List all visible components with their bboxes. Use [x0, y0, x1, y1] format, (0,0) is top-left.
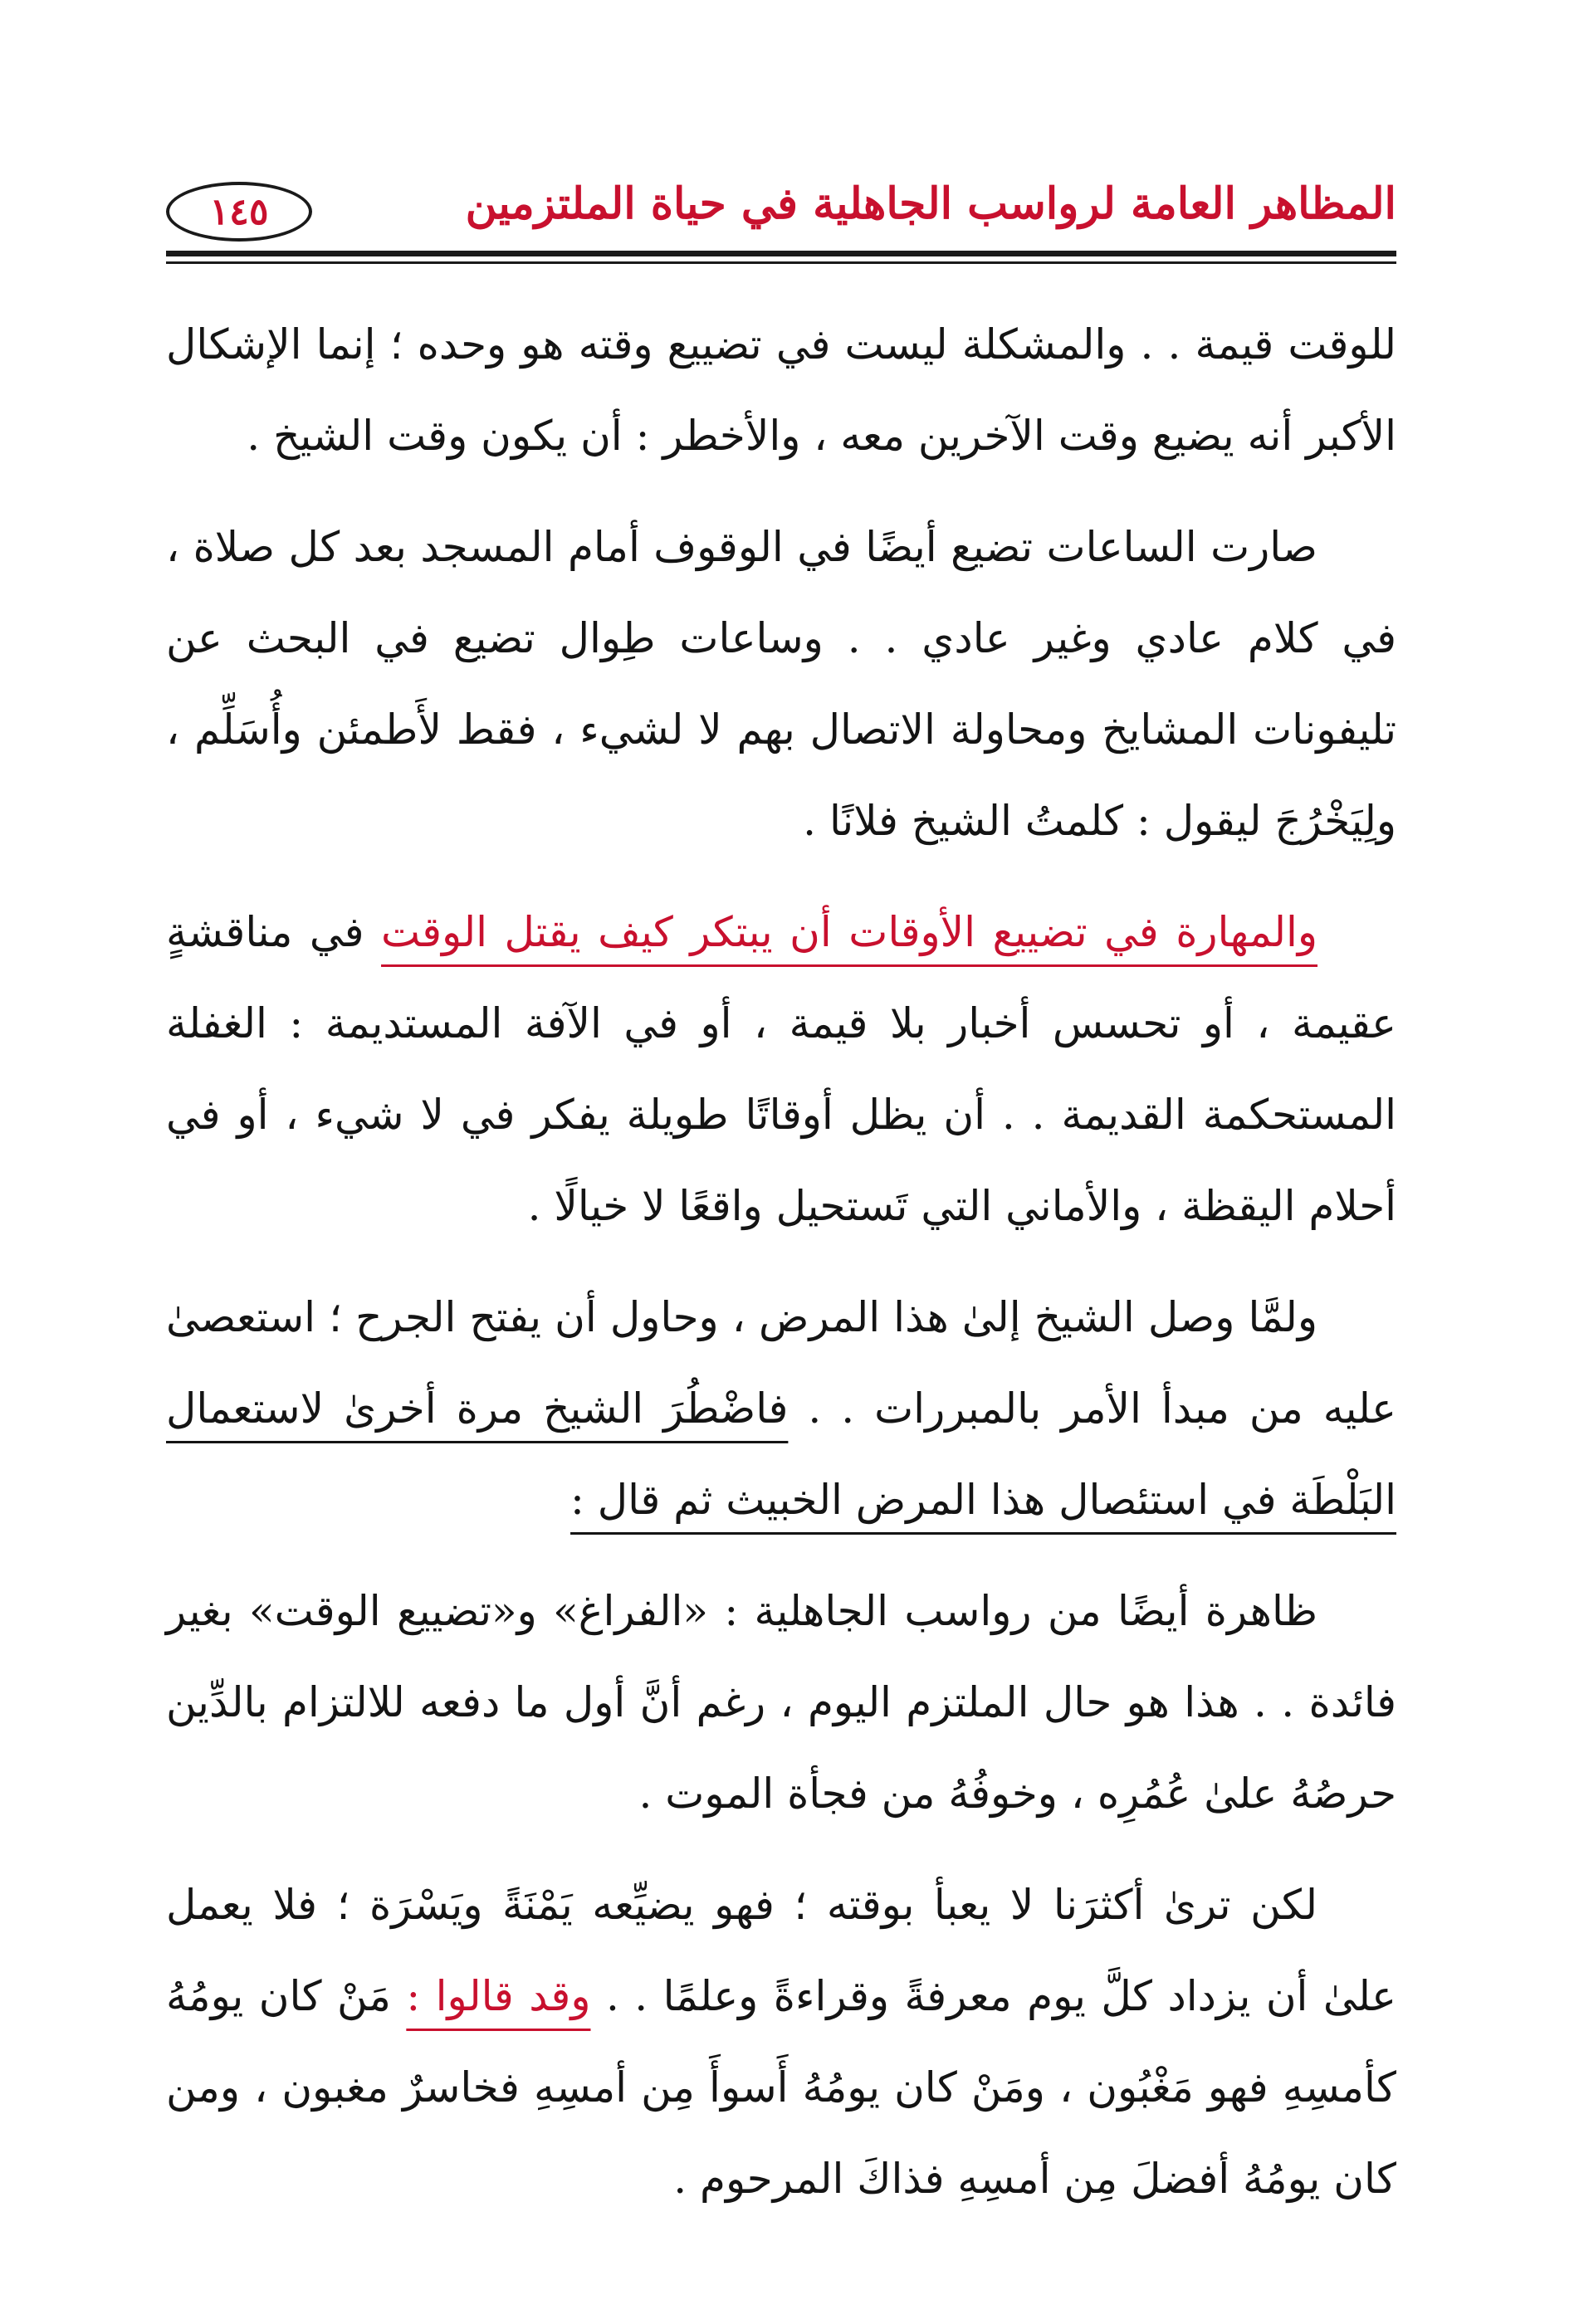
header-rule-thin	[166, 261, 1396, 264]
paragraph-2-text: صارت الساعات تضيع أيضًا في الوقوف أمام المسجد بعد كل صلاة ، في كلام عادي وغير عادي . . وساعات طِوال تضيع في البحث عن تليفونات المشايخ ومحاولة الاتصال بهم لا لشيء ، فقط لأَطمئن وأُسَلِّم ، ولِيَخْرُجَ ليقول : كلمتُ الشيخ فلانًا .	[166, 523, 1396, 845]
paragraph-1-text: للوقت قيمة . . والمشكلة ليست في تضييع وقته هو وحده ؛ إنما الإشكال الأكبر أنه يضيع وقت الآخرين معه ، والأخطر : أن يكون وقت الشيخ .	[166, 320, 1396, 460]
paragraph-3-highlight: والمهارة في تضييع الأوقات أن يبتكر كيف يقتل الوقت	[381, 908, 1318, 956]
paragraph-4-underlined: فاضْطُرَ الشيخ مرة أخرىٰ لاستعمال البَلْطَة في استئصال هذا المرض الخبيث ثم قال :	[166, 1384, 1396, 1524]
paragraph-4	[166, 1272, 1396, 1545]
paragraph-6-highlight: وقد قالوا :	[406, 1972, 591, 2020]
paragraph-3	[166, 886, 1396, 1252]
paragraph-1	[166, 299, 1396, 481]
paragraph-2	[166, 501, 1396, 867]
paragraph-6-text: لكن ترىٰ أكثرَنا لا يعبأ بوقته ؛ فهو يضيِّعه يَمْنَةً ويَسْرَة ؛ فلا يعمل علىٰ أن يزداد كلَّ يوم معرفةً وقراءةً وعلمًا . .	[166, 1881, 1396, 2020]
paragraph-5	[166, 1565, 1396, 1839]
page-header	[166, 170, 1396, 261]
running-title: المظاهر العامة لرواسب الجاهلية في حياة الملتزمين	[465, 178, 1396, 229]
paragraph-3-text: في مناقشةٍ عقيمة ، أو تحسس أخبار بلا قيمة ، أو في الآفة المستديمة : الغفلة المستحكمة القديمة . . أن يظل أوقاتًا طويلة يفكر في لا شيء ، أو في أحلام اليقظة ، والأماني التي تَستحيل واقعًا لا خيالًا .	[166, 908, 1396, 1230]
paragraph-4-text: ولمَّا وصل الشيخ إلىٰ هذا المرض ، وحاول أن يفتح الجرح ؛ استعصىٰ عليه من مبدأ الأمر بالمبررات . .	[166, 1293, 1397, 1433]
paragraph-6	[166, 1859, 1396, 2224]
paragraph-6-text-after: مَنْ كان يومُهُ كأمسِهِ فهو مَغْبُون ، ومَنْ كان يومُهُ أَسوأَ مِن أمسِهِ فخاسرٌ مغبون ، ومن كان يومُهُ أفضلَ مِن أمسِهِ فذاكَ المرحوم .	[166, 1972, 1396, 2203]
page-number: ١٤٥	[166, 182, 312, 242]
paragraph-5-text: ظاهرة أيضًا من رواسب الجاهلية : «الفراغ» و«تضييع الوقت» بغير فائدة . . هذا هو حال الملتزم اليوم ، رغم أنَّ أول ما دفعه للالتزام بالدِّين حرصُهُ علىٰ عُمُرِه ، وخوفُهُ من فجأة الموت .	[166, 1587, 1396, 1818]
header-rule-thick	[166, 251, 1396, 256]
body-text	[166, 299, 1396, 2244]
